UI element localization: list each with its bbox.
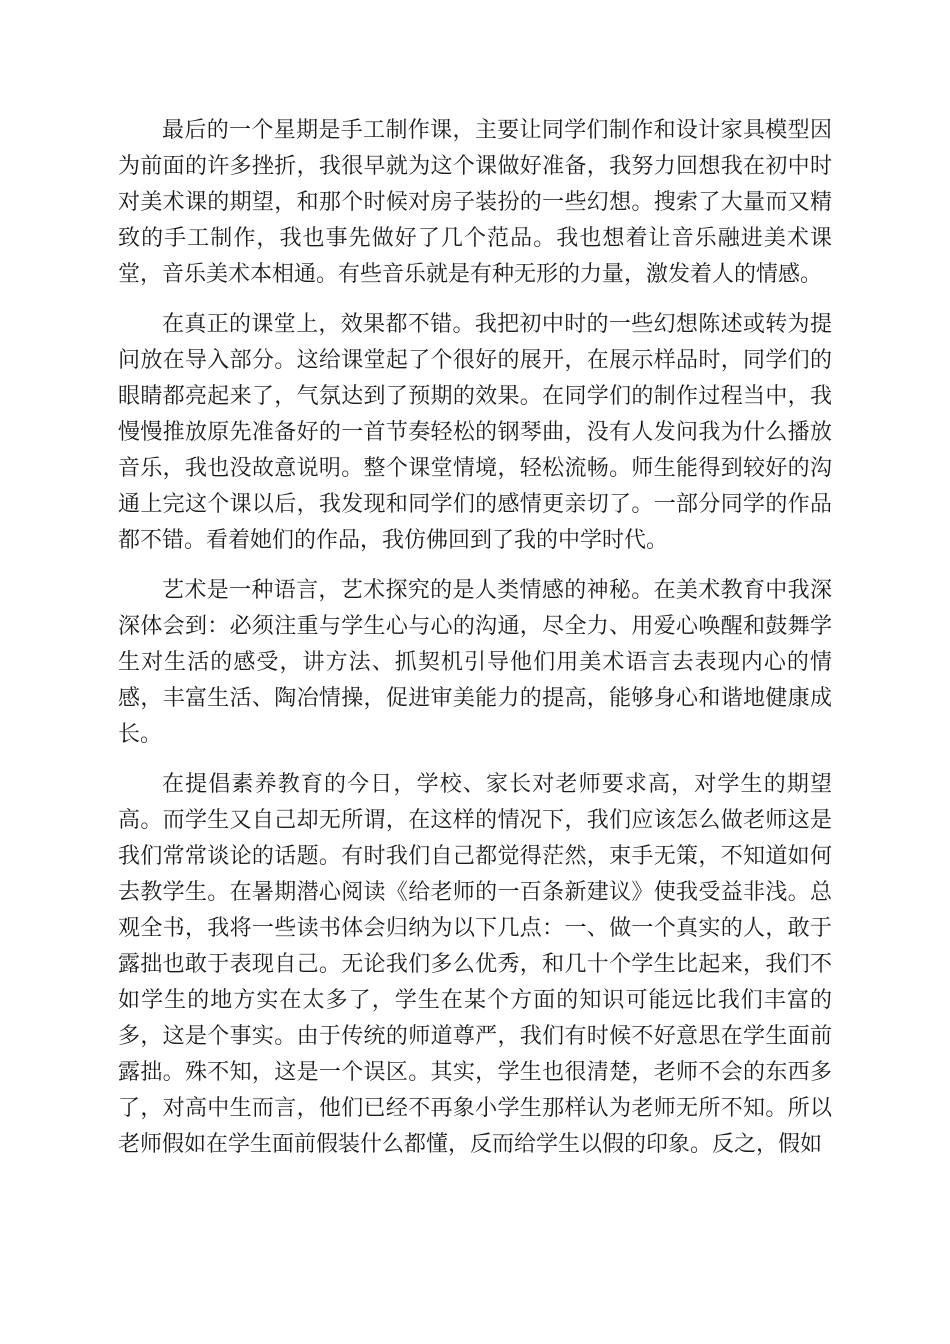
paragraph-1: 最后的一个星期是手工制作课，主要让同学们制作和设计家具模型因为前面的许多挫折，我很早就为这个课做好准备，我努力回想我在初中时对美术课的期望，和那个时候对房子装扮的一些幻想。搜索了大量而又精致的手工制作，我也事先做好了几个范品。我也想着让音乐融进美术课堂，音乐美术本相通。有些音乐就是有种无形的力量，激发着人的情感。 bbox=[118, 118, 832, 287]
document-body bbox=[118, 113, 832, 1177]
paragraph-2: 在真正的课堂上，效果都不错。我把初中时的一些幻想陈述或转为提问放在导入部分。这给课堂起了个很好的展开，在展示样品时，同学们的眼睛都亮起来了，气氛达到了预期的效果。在同学们的制作过程当中，我慢慢推放原先准备好的一首节奏轻松的钢琴曲，没有人发问我为什么播放音乐，我也没故意说明。整个课堂情境，轻松流畅。师生能得到较好的沟通上完这个课以后，我发现和同学们的感情更亲切了。一部分同学的作品都不错。看着她们的作品，我仿佛回到了我的中学时代。 bbox=[118, 312, 832, 553]
paragraph-4: 在提倡素养教育的今日，学校、家长对老师要求高，对学生的期望高。而学生又自己却无所谓，在这样的情况下，我们应该怎么做老师这是我们常常谈论的话题。有时我们自己都觉得茫然，束手无策，不知道如何去教学生。在暑期潜心阅读《给老师的一百条新建议》使我受益非浅。总观全书，我将一些读书体会归纳为以下几点：一、做一个真实的人，敢于露拙也敢于表现自己。无论我们多么优秀，和几十个学生比起来，我们不如学生的地方实在太多了，学生在某个方面的知识可能远比我们丰富的多，这是个事实。由于传统的师道尊严，我们有时候不好意思在学生面前露拙。殊不知，这是一个误区。其实，学生也很清楚，老师不会的东西多了，对高中生而言，他们已经不再象小学生那样认为老师无所不知。所以老师假如在学生面前假装什么都懂，反而给学生以假的印象。反之，假如 bbox=[118, 772, 832, 1157]
paragraph-3: 艺术是一种语言，艺术探究的是人类情感的神秘。在美术教育中我深深体会到：必须注重与学生心与心的沟通，尽全力、用爱心唤醒和鼓舞学生对生活的感受，讲方法、抓契机引导他们用美术语言去表现内心的情感，丰富生活、陶冶情操，促进审美能力的提高，能够身心和谐地健康成长。 bbox=[118, 578, 832, 747]
